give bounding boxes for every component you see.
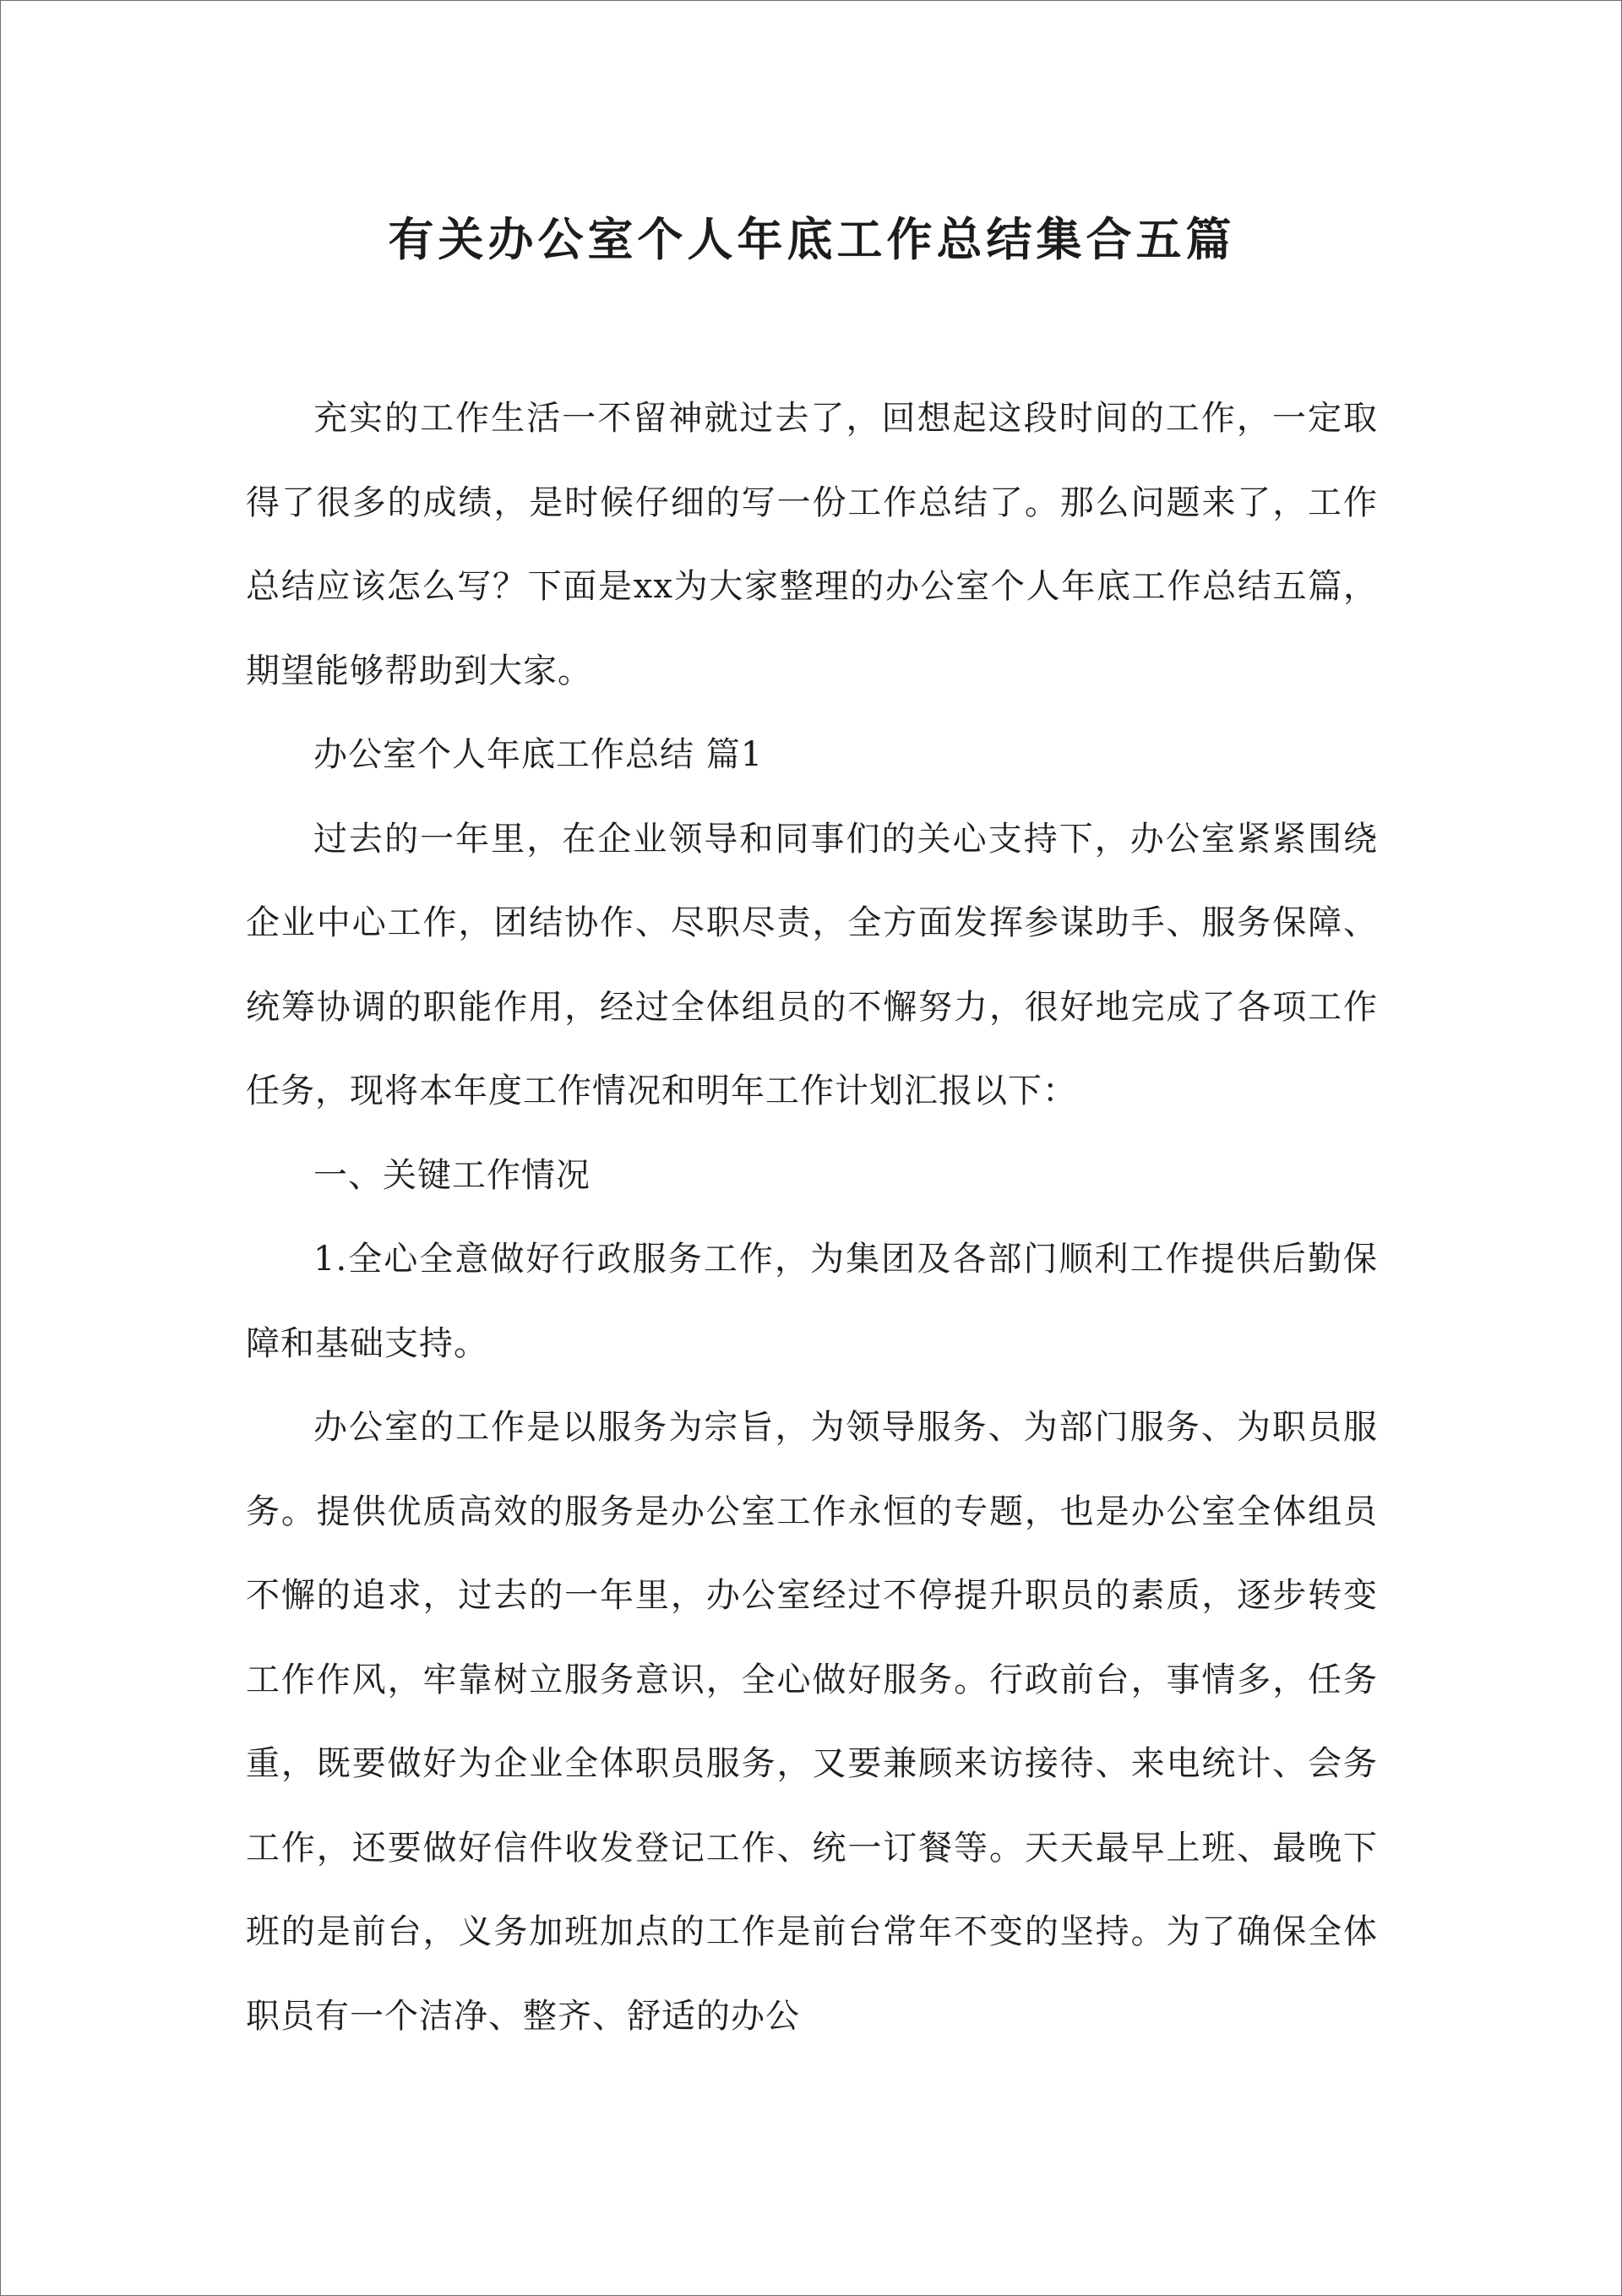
intro-paragraph: 充实的工作生活一不留神就过去了，回想起这段时间的工作，一定取得了很多的成绩，是时候仔细的写一份工作总结了。那么问题来了，工作总结应该怎么写？下面是xx为大家整理的办公室个人年底工作总结五篇，期望能够帮助到大家。 (246, 399, 1378, 690)
section-heading-part-1: 办公室个人年底工作总结 篇1 (313, 735, 764, 774)
document-body (246, 377, 1378, 2059)
document-title: 有关办公室个人年底工作总结集合五篇 (388, 212, 1236, 266)
heading-key-work: 一、关键工作情况 (313, 1155, 591, 1195)
office-service-paragraph: 办公室的工作是以服务为宗旨，为领导服务、为部门服务、为职员服务。提供优质高效的服务是办公室工作永恒的专题，也是办公室全体组员不懈的追求，过去的一年里，办公室经过不停提升职员的素质，逐步转变工作作风，牢靠树立服务意识，全心做好服务。行政前台，事情多，任务重，既要做好为企业全体职员服务，又要兼顾来访接待、来电统计、会务工作，还要做好信件收发登记工作、统一订餐等。天天最早上班、最晚下班的是前台，义务加班加点的工作是前台常年不变的坚持。为了确保全体职员有一个洁净、整齐、舒适的办公 (246, 1408, 1378, 2036)
item-1-paragraph: 1.全心全意做好行政服务工作，为集团及各部门顺利工作提供后勤保障和基础支持。 (246, 1240, 1378, 1363)
summary-paragraph: 过去的一年里，在企业领导和同事们的关心支持下，办公室紧紧围绕企业中心工作，团结协作、尽职尽责，全方面发挥参谋助手、服务保障、统筹协调的职能作用，经过全体组员的不懈努力，很好地完成了各项工作任务，现将本年度工作情况和明年工作计划汇报以下： (246, 819, 1378, 1110)
